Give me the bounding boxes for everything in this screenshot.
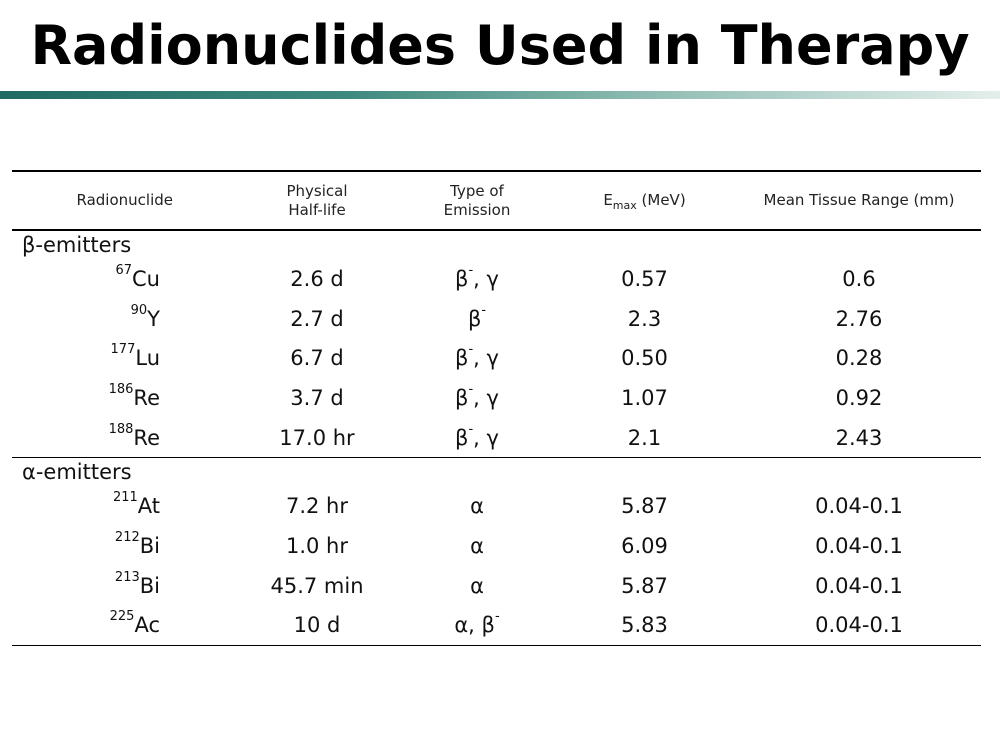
- cell-emission: [402, 566, 552, 606]
- cell-tissue-range: 0.92: [835, 385, 883, 410]
- mass-number: 213: [114, 569, 140, 585]
- cell-half-life: 2.6 d: [290, 266, 344, 291]
- mass-number: 67: [115, 262, 133, 278]
- cell-radionuclide: [12, 486, 232, 526]
- table-row: [12, 378, 981, 418]
- emission-type: β: [455, 425, 469, 450]
- element-symbol: Re: [133, 425, 160, 450]
- cell-tissue-range: 0.04-0.1: [815, 573, 903, 598]
- mass-number: 211: [112, 490, 138, 506]
- header-half-life-line1: Physical: [286, 181, 348, 200]
- element-symbol: Re: [133, 385, 160, 410]
- emission-type: β: [455, 266, 469, 291]
- emission-extra: , γ: [473, 346, 499, 371]
- table-row: [12, 338, 981, 378]
- cell-emax: 0.57: [621, 266, 668, 291]
- header-tissue-range: Mean Tissue Range (mm): [763, 191, 955, 209]
- header-emission-line2: Emission: [443, 200, 511, 219]
- cell-emax: 0.50: [621, 346, 668, 371]
- cell-tissue-range: 0.04-0.1: [815, 494, 903, 519]
- cell-tissue-range: 2.76: [835, 306, 883, 331]
- table-header-row: [12, 171, 981, 230]
- mass-number: 177: [110, 342, 136, 358]
- cell-half-life: 1.0 hr: [285, 533, 348, 558]
- emission-extra: , γ: [473, 266, 499, 291]
- slide-title: Radionuclides Used in Therapy: [30, 14, 970, 77]
- cell-emission: [402, 486, 552, 526]
- element-symbol: Lu: [135, 346, 160, 371]
- element-symbol: Y: [147, 306, 160, 331]
- emission-type: α, β: [454, 613, 495, 638]
- emission-extra: , γ: [473, 425, 499, 450]
- cell-emission: [402, 526, 552, 566]
- emission-type: α: [470, 573, 484, 598]
- cell-tissue-range: 2.43: [835, 425, 883, 450]
- cell-emax: 6.09: [621, 533, 668, 558]
- emission-charge: -: [468, 381, 474, 397]
- emission-type: α: [470, 494, 484, 519]
- emission-charge: -: [468, 421, 474, 437]
- cell-emax: 5.83: [621, 613, 668, 638]
- table-row: [12, 566, 981, 606]
- mass-number: 225: [109, 609, 135, 625]
- cell-emission: [402, 418, 552, 458]
- header-half-life-line2: Half-life: [288, 200, 346, 219]
- cell-radionuclide: [12, 338, 232, 378]
- cell-half-life: 45.7 min: [270, 573, 364, 598]
- emission-type: α: [470, 533, 484, 558]
- cell-tissue-range: 0.04-0.1: [815, 533, 903, 558]
- table-row: [12, 299, 981, 339]
- cell-emission: [402, 378, 552, 418]
- group-label: β-emitters: [22, 233, 132, 257]
- mass-number: 90: [130, 302, 148, 318]
- mass-number: 186: [108, 381, 134, 397]
- table-row: [12, 606, 981, 646]
- table-row: [12, 259, 981, 299]
- table-body: [12, 230, 981, 646]
- cell-tissue-range: 0.28: [835, 346, 883, 371]
- header-emission-line1: Type of: [450, 181, 504, 200]
- cell-half-life: 10 d: [293, 613, 341, 638]
- element-symbol: Bi: [139, 533, 160, 558]
- group-header-row: [12, 230, 981, 259]
- cell-emission: [402, 606, 552, 646]
- cell-radionuclide: [12, 418, 232, 458]
- element-symbol: Cu: [132, 266, 160, 291]
- element-symbol: At: [137, 494, 160, 519]
- emission-charge: -: [494, 609, 500, 625]
- mass-number: 212: [114, 529, 140, 545]
- group-label: α-emitters: [22, 460, 132, 485]
- cell-tissue-range: 0.6: [842, 266, 876, 291]
- cell-half-life: 7.2 hr: [285, 494, 348, 519]
- group-header-row: [12, 458, 981, 487]
- header-emax-unit: (MeV): [636, 190, 686, 209]
- emission-extra: , γ: [473, 385, 499, 410]
- table-row: [12, 486, 981, 526]
- cell-emax: 2.1: [627, 425, 662, 450]
- cell-emax: 5.87: [621, 573, 668, 598]
- header-emission: [402, 171, 552, 230]
- emission-charge: -: [468, 342, 474, 358]
- radionuclide-table-container: [12, 170, 981, 646]
- header-radionuclide: Radionuclide: [76, 191, 173, 209]
- cell-emax: 2.3: [627, 306, 662, 331]
- cell-radionuclide: [12, 566, 232, 606]
- element-symbol: Ac: [134, 613, 160, 638]
- emission-type: β: [455, 346, 469, 371]
- emission-type: β: [467, 306, 482, 331]
- cell-emission: [402, 338, 552, 378]
- header-emax-symbol: E: [603, 190, 613, 209]
- table-row: [12, 418, 981, 458]
- element-symbol: Bi: [139, 573, 160, 598]
- header-emax: [552, 171, 737, 230]
- emission-type: β: [455, 385, 469, 410]
- cell-tissue-range: 0.04-0.1: [815, 613, 903, 638]
- cell-radionuclide: [12, 259, 232, 299]
- cell-half-life: 3.7 d: [290, 385, 344, 410]
- header-half-life: [232, 171, 402, 230]
- emission-charge: -: [481, 302, 487, 318]
- header-emax-subscript: max: [612, 198, 637, 212]
- cell-emax: 1.07: [621, 385, 668, 410]
- cell-emission: [402, 259, 552, 299]
- cell-half-life: 6.7 d: [290, 346, 344, 371]
- cell-radionuclide: [12, 299, 232, 339]
- radionuclide-table: [12, 170, 981, 646]
- table-row: [12, 526, 981, 566]
- cell-emission: [402, 299, 552, 339]
- emission-charge: -: [468, 262, 474, 278]
- cell-radionuclide: [12, 526, 232, 566]
- cell-emax: 5.87: [621, 494, 668, 519]
- cell-half-life: 17.0 hr: [279, 425, 355, 450]
- cell-radionuclide: [12, 606, 232, 646]
- mass-number: 188: [108, 421, 134, 437]
- title-divider: [0, 91, 1000, 99]
- cell-radionuclide: [12, 378, 232, 418]
- cell-half-life: 2.7 d: [290, 306, 344, 331]
